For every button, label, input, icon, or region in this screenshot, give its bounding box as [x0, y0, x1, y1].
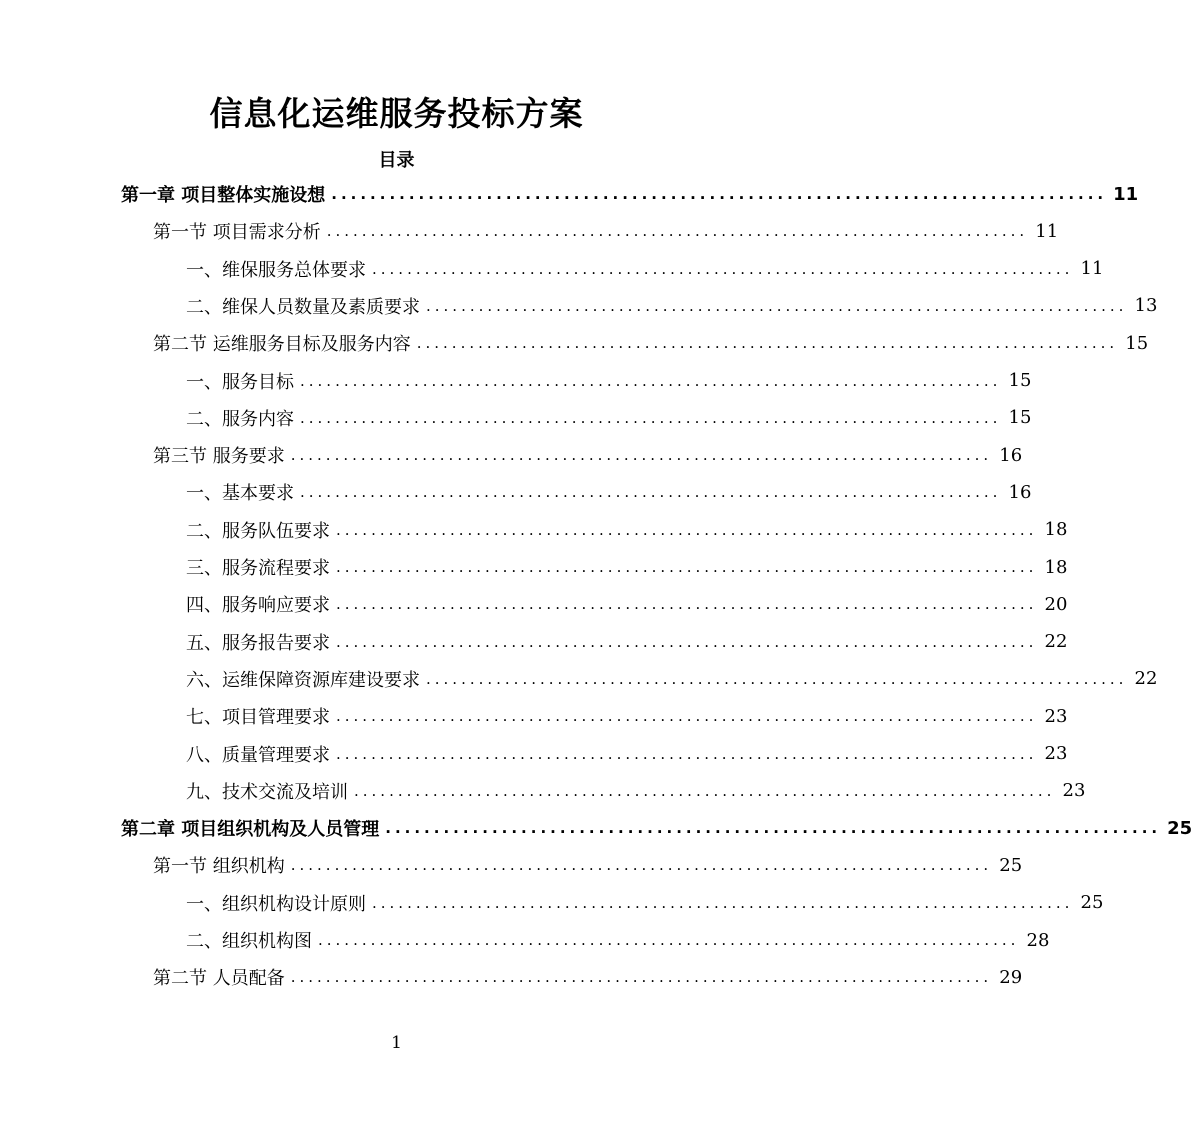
toc-entry-label: 第二章 项目组织机构及人员管理 — [121, 819, 380, 841]
toc-leader-dots: ................................................................................ — [326, 222, 1029, 241]
toc-entry-page-number: 15 — [1008, 370, 1032, 391]
toc-entry-page-number: 13 — [1134, 295, 1158, 317]
toc-leader-dots: ................................................................................ — [300, 408, 1002, 427]
toc-entry-page-number: 16 — [999, 444, 1023, 466]
toc-entry-label: 第一节 项目需求分析 — [153, 222, 321, 244]
toc-entry-label: 第一节 组织机构 — [153, 856, 285, 878]
toc-leader-dots: ................................................................................ — [336, 707, 1038, 726]
toc-leader-dots: ................................................................................ — [354, 781, 1056, 800]
toc-entry-page-number: 18 — [1044, 556, 1068, 578]
toc-leader-dots: ................................................................................ — [372, 893, 1074, 912]
toc-entry-label: 第二节 人员配备 — [153, 968, 285, 990]
toc-leader-dots: ................................................................................ — [336, 595, 1038, 614]
toc-entry-page-number: 11 — [1113, 183, 1139, 205]
toc-entry-page-number: 29 — [999, 966, 1023, 988]
toc-entry-label: 七、项目管理要求 — [186, 707, 330, 729]
toc-leader-dots: ................................................................................ — [331, 185, 1108, 203]
toc-section-entry[interactable] — [153, 216, 1059, 246]
toc-leader-dots: ................................................................................ — [290, 968, 993, 987]
toc-entry-page-number: 15 — [1008, 407, 1032, 429]
toc-entry-page-number: 22 — [1044, 631, 1068, 653]
toc-chapter-entry[interactable] — [121, 813, 1192, 843]
toc-entry-label: 一、维保服务总体要求 — [186, 259, 366, 281]
toc-entry-page-number: 20 — [1044, 593, 1068, 615]
toc-entry-page-number: 28 — [1026, 929, 1050, 951]
toc-entry-page-number: 25 — [1167, 817, 1192, 839]
toc-entry-label: 第三节 服务要求 — [153, 446, 285, 468]
toc-subsection-entry[interactable] — [186, 366, 1032, 396]
toc-entry-label: 六、运维保障资源库建设要求 — [186, 669, 420, 691]
toc-leader-dots: ................................................................................ — [426, 296, 1128, 315]
toc-leader-dots: ................................................................................ — [416, 334, 1119, 353]
toc-entry-page-number: 25 — [1080, 892, 1104, 914]
toc-subsection-entry[interactable] — [186, 477, 1032, 507]
toc-entry-page-number: 23 — [1044, 743, 1068, 764]
toc-entry-label: 一、基本要求 — [186, 483, 294, 505]
toc-entry-label: 第二节 运维服务目标及服务内容 — [153, 334, 411, 356]
toc-leader-dots: ................................................................................ — [336, 558, 1038, 576]
toc-entry-page-number: 25 — [999, 854, 1023, 876]
toc-leader-dots: ................................................................................ — [300, 371, 1002, 390]
toc-entry-label: 九、技术交流及培训 — [186, 781, 348, 803]
page-number: 1 — [391, 1033, 402, 1053]
toc-entry-label: 二、服务队伍要求 — [186, 520, 330, 542]
toc-entry-label: 二、服务内容 — [186, 408, 294, 430]
toc-subsection-entry[interactable] — [186, 589, 1068, 619]
toc-leader-dots: ................................................................................ — [336, 520, 1038, 539]
toc-entry-label: 一、组织机构设计原则 — [186, 893, 366, 915]
toc-entry-label: 四、服务响应要求 — [186, 595, 330, 617]
toc-section-entry[interactable] — [153, 440, 1023, 470]
toc-leader-dots: ................................................................................ — [336, 744, 1038, 763]
toc-subsection-entry[interactable] — [186, 254, 1104, 284]
toc-leader-dots: ................................................................................ — [300, 483, 1002, 502]
toc-entry-page-number: 22 — [1134, 668, 1158, 690]
toc-entry-label: 一、服务目标 — [186, 371, 294, 393]
toc-subsection-entry[interactable] — [186, 291, 1158, 321]
toc-subsection-entry[interactable] — [186, 701, 1068, 731]
toc-entry-page-number: 16 — [1008, 481, 1032, 503]
toc-subsection-entry[interactable] — [186, 739, 1068, 769]
toc-entry-label: 八、质量管理要求 — [186, 744, 330, 766]
toc-section-entry[interactable] — [153, 850, 1023, 880]
toc-entry-page-number: 23 — [1044, 705, 1068, 727]
toc-entry-label: 二、组织机构图 — [186, 931, 312, 952]
toc-leader-dots: ................................................................................ — [290, 446, 993, 465]
toc-entry-label: 二、维保人员数量及素质要求 — [186, 296, 420, 318]
toc-subsection-entry[interactable] — [186, 403, 1032, 433]
toc-subsection-entry[interactable] — [186, 552, 1068, 582]
toc-leader-dots: ................................................................................ — [385, 819, 1162, 838]
toc-heading: 目录 — [378, 150, 415, 171]
toc-entry-page-number: 23 — [1062, 780, 1086, 802]
toc-entry-page-number: 11 — [1080, 258, 1104, 280]
toc-section-entry[interactable] — [153, 962, 1023, 992]
toc-subsection-entry[interactable] — [186, 664, 1158, 694]
toc-leader-dots: ................................................................................ — [372, 259, 1074, 278]
toc-entry-page-number: 18 — [1044, 519, 1068, 541]
toc-chapter-entry[interactable] — [121, 179, 1139, 209]
document-title: 信息化运维服务投标方案 — [209, 94, 584, 133]
toc-section-entry[interactable] — [153, 328, 1149, 358]
toc-subsection-entry[interactable] — [186, 515, 1068, 545]
toc-leader-dots: ................................................................................ — [336, 632, 1038, 651]
toc-subsection-entry[interactable] — [186, 888, 1104, 918]
toc-leader-dots: ................................................................................ — [426, 669, 1128, 688]
toc-subsection-entry[interactable] — [186, 925, 1050, 955]
toc-leader-dots: ................................................................................ — [318, 931, 1020, 949]
toc-entry-label: 五、服务报告要求 — [186, 632, 330, 654]
toc-entry-label: 三、服务流程要求 — [186, 558, 330, 579]
toc-entry-page-number: 15 — [1125, 332, 1149, 354]
toc-subsection-entry[interactable] — [186, 776, 1086, 806]
toc-leader-dots: ................................................................................ — [290, 856, 993, 875]
toc-subsection-entry[interactable] — [186, 627, 1068, 657]
toc-entry-page-number: 11 — [1035, 220, 1059, 242]
toc-entry-label: 第一章 项目整体实施设想 — [121, 185, 326, 206]
